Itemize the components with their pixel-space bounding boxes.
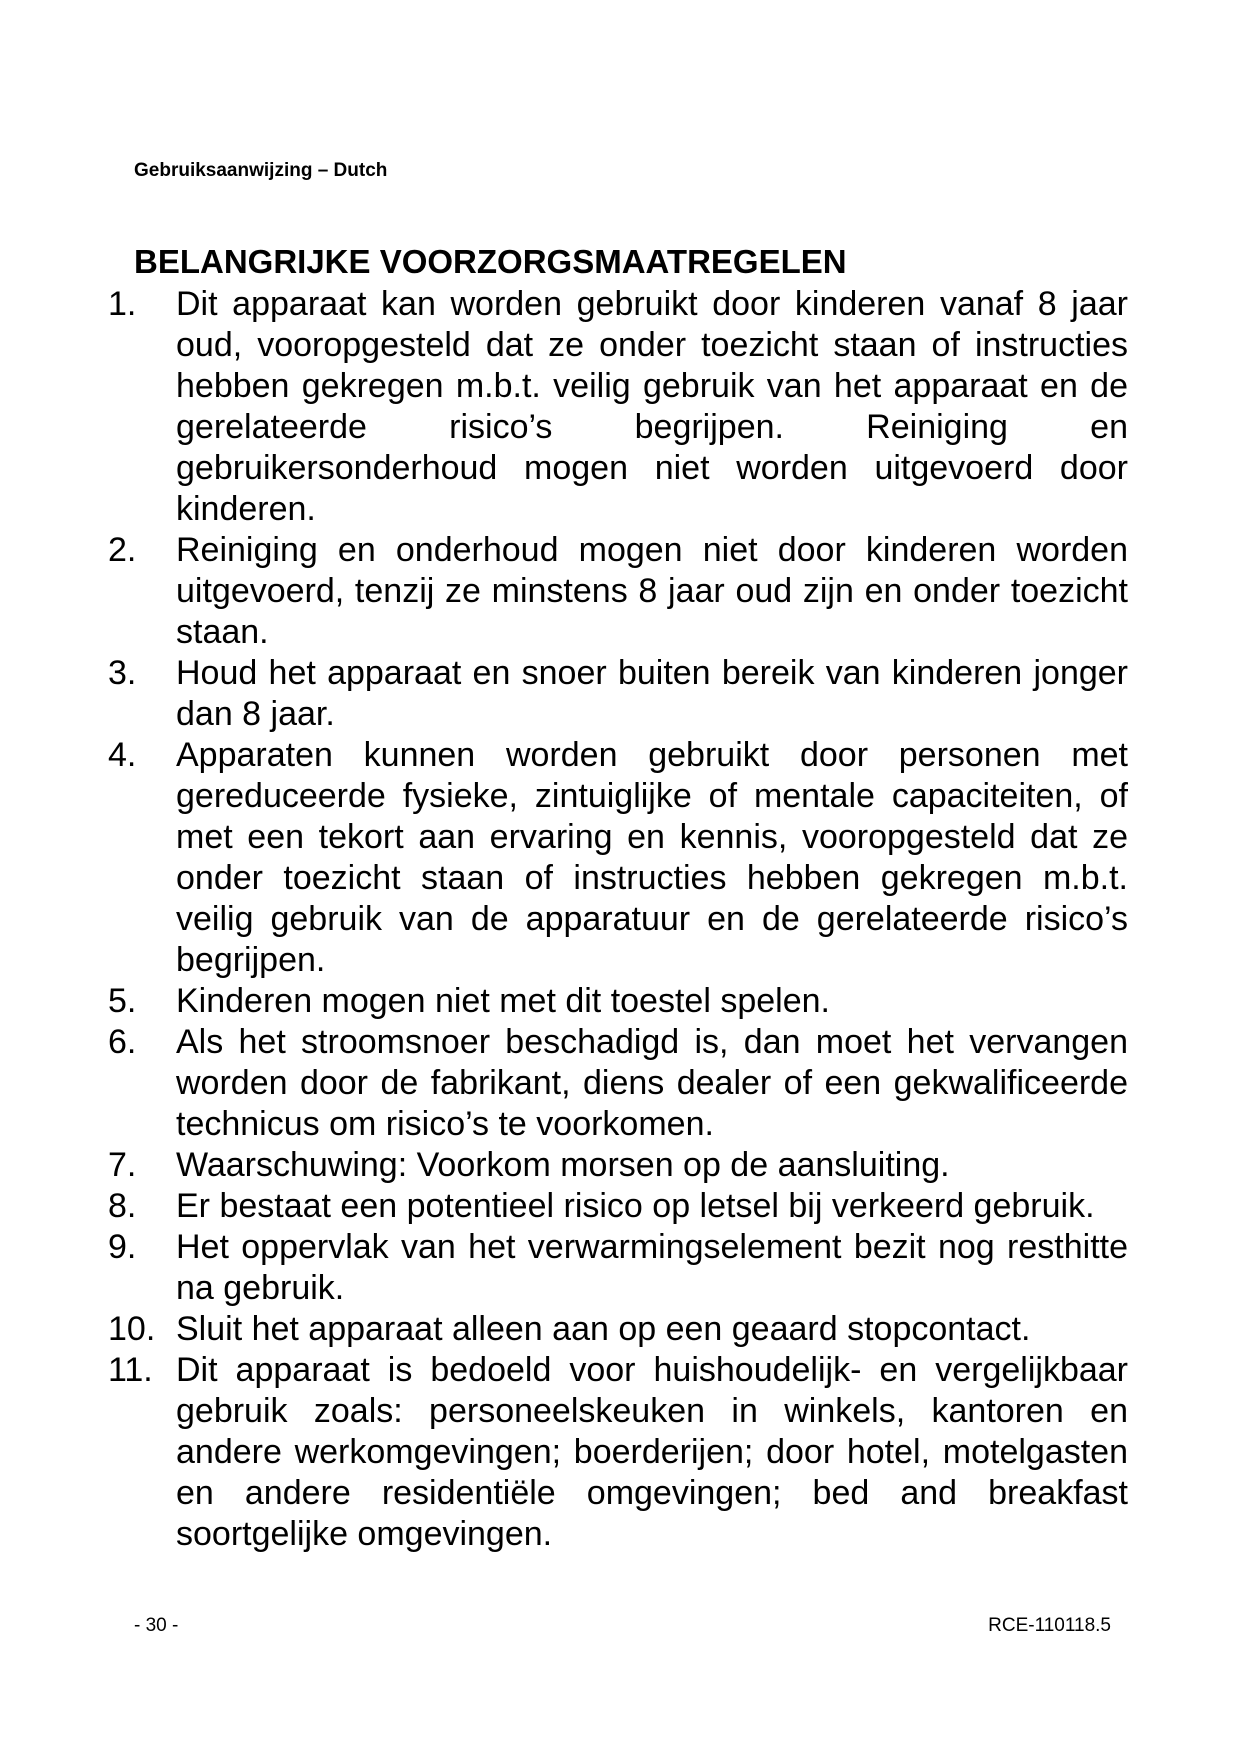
item-text: Dit apparaat is bedoeld voor huishoudelijk- en vergelijkbaar gebruik zoals: personeelskeuken in winkels, kantoren en andere werkomgevingen; boerderijen; door hotel, motelgasten en andere residentiële omgevingen; bed and breakfast soortgelijke omgevingen. bbox=[176, 1351, 1128, 1553]
item-number: 2. bbox=[108, 531, 137, 569]
document-code: RCE-110118.5 bbox=[988, 1615, 1111, 1636]
item-text: Houd het apparaat en snoer buiten bereik van kinderen jonger dan 8 jaar. bbox=[176, 654, 1128, 733]
document-header: Gebruiksaanwijzing – Dutch bbox=[134, 160, 388, 181]
item-number: 11. bbox=[108, 1351, 153, 1389]
precautions-list bbox=[108, 284, 1128, 1555]
section-title: BELANGRIJKE VOORZORGSMAATREGELEN bbox=[134, 243, 847, 280]
list-item bbox=[108, 530, 1128, 653]
item-number: 6. bbox=[108, 1023, 137, 1061]
item-text: Er bestaat een potentieel risico op letsel bij verkeerd gebruik. bbox=[176, 1187, 1095, 1225]
list-item bbox=[108, 1145, 1128, 1186]
item-number: 5. bbox=[108, 982, 137, 1020]
item-text: Sluit het apparaat alleen aan op een geaard stopcontact. bbox=[176, 1310, 1031, 1348]
page-number: - 30 - bbox=[134, 1615, 179, 1636]
item-text: Als het stroomsnoer beschadigd is, dan moet het vervangen worden door de fabrikant, diens dealer of een gekwalificeerde technicus om risico’s te voorkomen. bbox=[176, 1023, 1128, 1143]
item-text: Waarschuwing: Voorkom morsen op de aansluiting. bbox=[176, 1146, 950, 1184]
item-number: 10. bbox=[108, 1310, 156, 1348]
item-number: 7. bbox=[108, 1146, 137, 1184]
item-number: 4. bbox=[108, 736, 137, 774]
list-item bbox=[108, 1022, 1128, 1145]
list-item bbox=[108, 735, 1128, 981]
list-item bbox=[108, 1227, 1128, 1309]
item-number: 8. bbox=[108, 1187, 137, 1225]
list-item bbox=[108, 1350, 1128, 1555]
item-number: 3. bbox=[108, 654, 137, 692]
item-text: Reiniging en onderhoud mogen niet door kinderen worden uitgevoerd, tenzij ze minstens 8 jaar oud zijn en onder toezicht staan. bbox=[176, 531, 1128, 651]
list-item bbox=[108, 981, 1128, 1022]
list-item bbox=[108, 653, 1128, 735]
item-text: Het oppervlak van het verwarmingselement bezit nog resthitte na gebruik. bbox=[176, 1228, 1128, 1307]
item-text: Kinderen mogen niet met dit toestel spelen. bbox=[176, 982, 830, 1020]
list-item bbox=[108, 284, 1128, 530]
list-item bbox=[108, 1309, 1128, 1350]
item-text: Apparaten kunnen worden gebruikt door personen met gereduceerde fysieke, zintuiglijke of mentale capaciteiten, of met een tekort aan ervaring en kennis, vooropgesteld dat ze onder toezicht staan of instructies hebben gekregen m.b.t. veilig gebruik van de apparatuur en de gerelateerde risico’s begrijpen. bbox=[176, 736, 1128, 979]
item-number: 1. bbox=[108, 285, 137, 323]
list-item bbox=[108, 1186, 1128, 1227]
item-text: Dit apparaat kan worden gebruikt door kinderen vanaf 8 jaar oud, vooropgesteld dat ze onder toezicht staan of instructies hebben gekregen m.b.t. veilig gebruik van het apparaat en de gerelateerde risico’s begrijpen. Reiniging en gebruikersonderhoud mogen niet worden uitgevoerd door kinderen. bbox=[176, 285, 1128, 528]
item-number: 9. bbox=[108, 1228, 137, 1266]
